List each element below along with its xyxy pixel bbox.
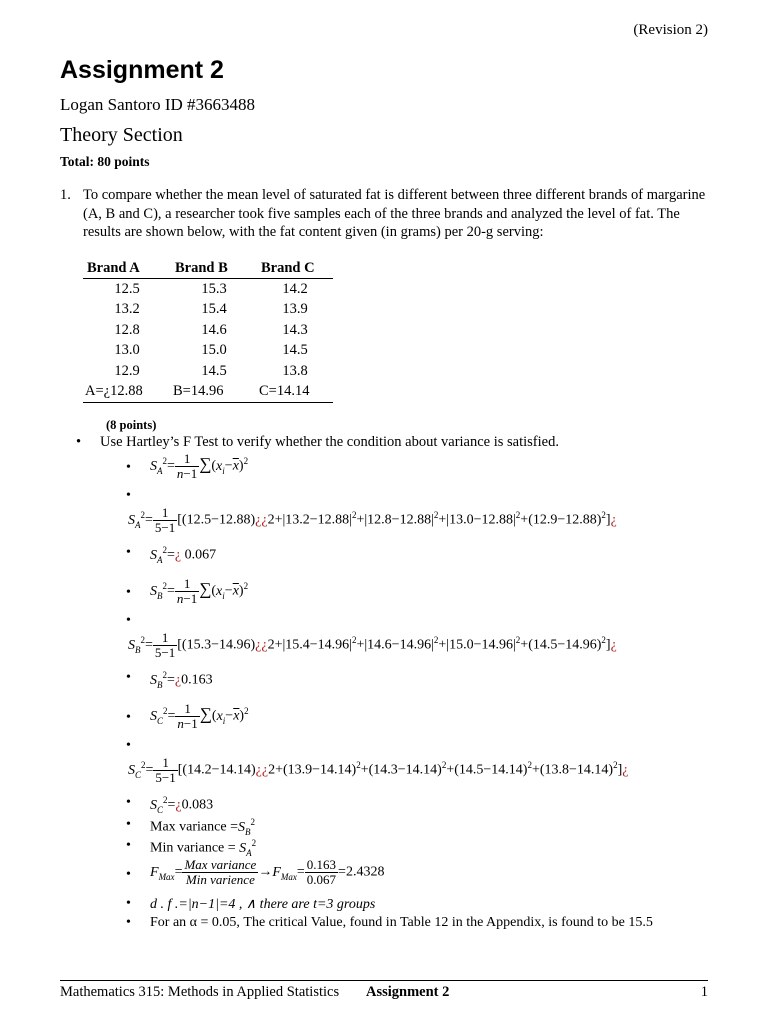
table-cell: 12.8: [114, 321, 140, 338]
table-row: [83, 361, 333, 382]
mean-b: B=14.96: [171, 382, 257, 403]
bullet-icon: •: [126, 585, 131, 600]
fmax-formula: $F_{Max}=$ $\frac{\text{Max variance}}{\text{Min varience}}$ $\to F_{Max}=$ $\frac{0.163}{0.067}$ =2.4328: [150, 857, 385, 887]
result-sc: $S_C^2=¿0.083$: [150, 795, 214, 815]
degrees-of-freedom: d . f .=|n−1|=4 , ∧ there are t=3 groups: [150, 897, 376, 912]
bullet-icon: •: [126, 838, 131, 853]
footer-divider: [60, 980, 708, 981]
bullet-icon: •: [126, 896, 131, 911]
table-cell: 13.9: [282, 301, 308, 318]
question-number: 1.: [60, 187, 71, 203]
table-cell: 15.3: [201, 280, 227, 297]
column-header: Brand A: [83, 258, 171, 279]
total-points: Total: 80 points: [60, 154, 150, 169]
mean-a: A=¿12.88: [83, 382, 171, 403]
column-header: Brand B: [171, 258, 257, 279]
column-header: Brand C: [257, 258, 333, 279]
mean-c: C=14.14: [257, 382, 333, 403]
bullet-icon: •: [126, 670, 131, 685]
formula-sb-definition: $S_B^2=$ $\frac{1}{n-1}$ $\sum(x_i-\overline{x})^2$: [150, 576, 249, 606]
table-row: [83, 279, 333, 300]
bullet-icon: •: [126, 915, 131, 930]
table-header-row: [83, 258, 333, 279]
table-cell: 12.5: [114, 280, 140, 297]
table-means-row: [83, 382, 333, 403]
footer-page-number: 1: [700, 984, 708, 1000]
table-cell: 13.8: [282, 362, 308, 379]
bullet-icon: •: [76, 434, 82, 450]
table-row: [83, 341, 333, 362]
bullet-icon: •: [126, 710, 131, 725]
bullet-icon: •: [126, 488, 131, 503]
table-cell: 12.9: [114, 362, 140, 379]
min-variance-line: Min variance = $S_A^2$: [150, 838, 257, 858]
footer-course: Mathematics 315: Methods in Applied Statistics: [60, 984, 340, 1000]
min-variance-label: Min variance =: [150, 840, 236, 856]
table-cell: 13.2: [114, 301, 140, 318]
question-text: To compare whether the mean level of saturated fat is different between three different brands of margarine (A, B and C), a researcher took five samples each of the three brands and analyzed the level of fat. The results are shown below, with the fat content given (in grams) per 20-g serving:: [83, 187, 706, 240]
bullet-icon: •: [126, 795, 131, 810]
revision-label: (Revision 2): [633, 22, 708, 38]
part-points: (8 points): [106, 418, 157, 432]
table-cell: 14.6: [201, 321, 227, 338]
fat-content-table: [83, 258, 333, 403]
bullet-icon: •: [126, 613, 131, 628]
critical-value-text: For an α = 0.05, The critical Value, found in Table 12 in the Appendix, is found to be 15.5: [150, 915, 653, 930]
table-row: [83, 320, 333, 341]
bullet-icon: •: [126, 545, 131, 560]
result-sa-value: 0.067: [184, 547, 217, 563]
question-1: [60, 186, 710, 242]
bullet-icon: •: [126, 867, 131, 882]
bullet-icon: •: [126, 817, 131, 832]
table-cell: 14.5: [201, 362, 227, 379]
fmax-numerator: 0.163: [306, 857, 337, 872]
max-variance-line: Max variance $=S_B^2$: [150, 817, 255, 837]
table-cell: 15.0: [201, 342, 227, 359]
max-variance-label: Max variance =: [150, 819, 238, 835]
table-cell: 14.3: [282, 321, 308, 338]
result-sb: $S_B^2=¿0.163$: [150, 670, 213, 690]
author-line: Logan Santoro ID #3663488: [60, 95, 256, 114]
section-heading: Theory Section: [60, 124, 183, 146]
table-row: [83, 300, 333, 321]
result-sc-value: 0.083: [181, 797, 214, 813]
table-cell: 13.0: [114, 342, 140, 359]
table-cell: 14.5: [282, 342, 308, 359]
result-sa: $S_A^2=¿$ 0.067: [150, 545, 217, 565]
footer-assignment: Assignment 2: [366, 984, 450, 1000]
table-cell: 15.4: [201, 301, 227, 318]
bullet-icon: •: [126, 738, 131, 753]
document-title: Assignment 2: [60, 56, 224, 84]
result-sb-value: 0.163: [181, 672, 213, 688]
formula-sc-expansion: $S_C^2=$ $\frac{1}{5-1}$ $[(14.2-14.14)¿¿2+(13.9-14.14)^2+(14.3-14.14)^2+(14.5-14.14)^2+(13.8-14.14)^2]¿$: [128, 755, 629, 785]
instruction-text: Use Hartley’s F Test to verify whether the condition about variance is satisfied.: [100, 434, 559, 450]
formula-sc-definition: $S_C^2=$ $\frac{1}{n-1}$ $\sum(x_i-\overline{x})^2$: [150, 701, 249, 731]
formula-sa-definition: $S_A^2=$ $\frac{1}{n-1}$ $\sum(x_i-\overline{x})^2$: [150, 451, 249, 481]
fmax-denominator: 0.067: [306, 872, 337, 887]
table-cell: 14.2: [282, 280, 308, 297]
formula-sa-expansion: $S_A^2=$ $\frac{1}{5-1}$ $[(12.5-12.88)¿¿2+|13.2-12.88|^2+|12.8-12.88|^2+|13.0-12.88|^2+(12.9-12.88)^2]¿$: [128, 505, 617, 535]
fmax-value: 2.4328: [345, 864, 385, 880]
formula-sb-expansion: $S_B^2=$ $\frac{1}{5-1}$ $[(15.3-14.96)¿¿2+|15.4-14.96|^2+|14.6-14.96|^2+|15.0-14.96|^2+(14.5-14.96)^2]¿$: [128, 630, 617, 660]
bullet-icon: •: [126, 460, 131, 475]
